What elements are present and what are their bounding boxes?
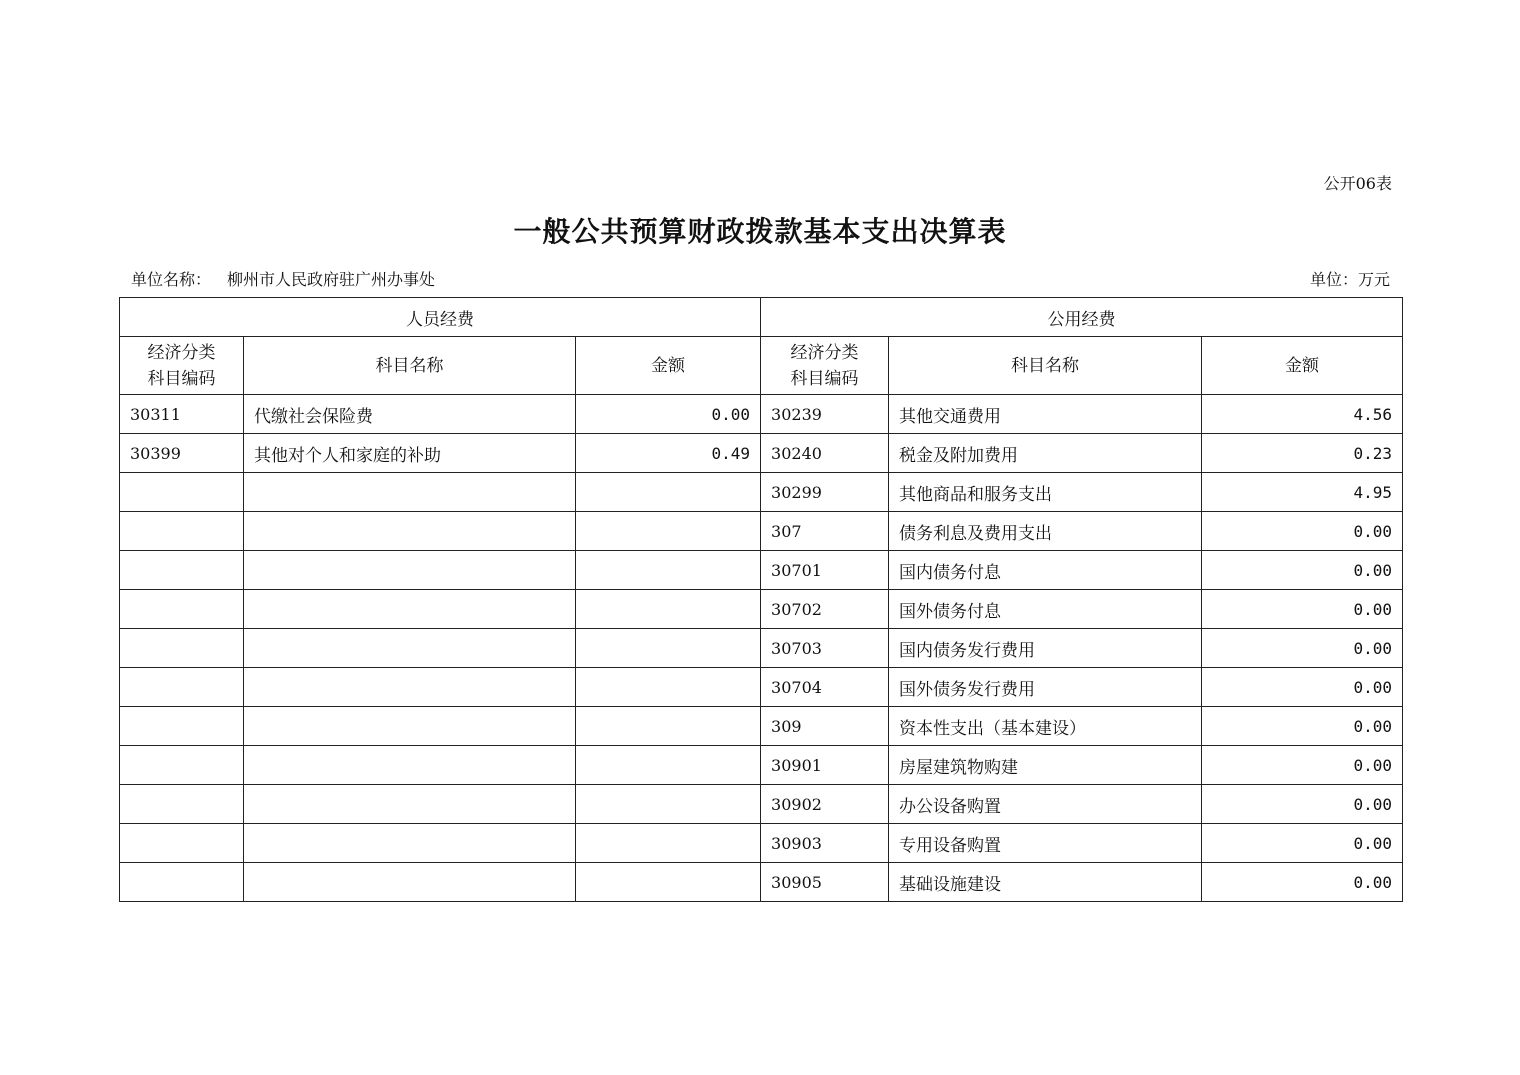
table-row (120, 551, 1403, 590)
public-name-cell: 国内债务付息 (889, 551, 1202, 590)
public-name-cell: 国外债务发行费用 (889, 668, 1202, 707)
public-code-cell: 30703 (761, 629, 889, 668)
public-code-cell: 30901 (761, 746, 889, 785)
public-code-cell: 30903 (761, 824, 889, 863)
public-name-cell: 资本性支出（基本建设） (889, 707, 1202, 746)
public-amount-cell: 0.00 (1202, 863, 1403, 902)
personnel-code-cell (120, 551, 244, 590)
personnel-amount-cell (576, 785, 761, 824)
public-name-cell: 办公设备购置 (889, 785, 1202, 824)
page-title: 一般公共预算财政拨款基本支出决算表 (513, 215, 1007, 248)
public-code-cell: 30239 (761, 395, 889, 434)
personnel-amount-cell (576, 590, 761, 629)
personnel-amount-cell (576, 629, 761, 668)
table-body (120, 395, 1403, 902)
public-amount-cell: 0.00 (1202, 746, 1403, 785)
col-header-name: 科目名称 (244, 337, 576, 395)
personnel-code-cell: 30311 (120, 395, 244, 434)
personnel-name-cell: 其他对个人和家庭的补助 (244, 434, 576, 473)
personnel-amount-cell (576, 551, 761, 590)
public-amount-cell: 0.00 (1202, 629, 1403, 668)
public-name-cell: 其他交通费用 (889, 395, 1202, 434)
public-amount-cell: 0.00 (1202, 785, 1403, 824)
public-name-cell: 专用设备购置 (889, 824, 1202, 863)
table-row (120, 395, 1403, 434)
col-header-amount: 金额 (1202, 337, 1403, 395)
personnel-amount-cell (576, 668, 761, 707)
personnel-code-cell (120, 863, 244, 902)
unit-name-line (131, 267, 435, 290)
personnel-amount-cell (576, 512, 761, 551)
personnel-code-cell (120, 512, 244, 551)
public-code-cell: 30702 (761, 590, 889, 629)
col-header-code (120, 337, 244, 395)
personnel-name-cell (244, 785, 576, 824)
public-code-cell: 30299 (761, 473, 889, 512)
personnel-name-cell (244, 629, 576, 668)
public-name-cell: 债务利息及费用支出 (889, 512, 1202, 551)
personnel-code-cell (120, 824, 244, 863)
table-row (120, 590, 1403, 629)
public-name-cell: 国外债务付息 (889, 590, 1202, 629)
personnel-code-cell (120, 473, 244, 512)
group-header-public: 公用经费 (761, 298, 1403, 337)
public-amount-cell: 4.95 (1202, 473, 1403, 512)
table-row (120, 824, 1403, 863)
personnel-amount-cell (576, 824, 761, 863)
table-row (120, 785, 1403, 824)
personnel-code-cell (120, 668, 244, 707)
public-code-cell: 30240 (761, 434, 889, 473)
table-row (120, 473, 1403, 512)
col-header-code (761, 337, 889, 395)
public-name-cell: 税金及附加费用 (889, 434, 1202, 473)
personnel-amount-cell: 0.00 (576, 395, 761, 434)
table-row (120, 512, 1403, 551)
personnel-code-cell (120, 746, 244, 785)
personnel-name-cell (244, 512, 576, 551)
table-row (120, 863, 1403, 902)
public-code-cell: 30902 (761, 785, 889, 824)
public-name-cell: 房屋建筑物购建 (889, 746, 1202, 785)
personnel-code-cell: 30399 (120, 434, 244, 473)
budget-table (119, 297, 1403, 902)
col-header-code-line1: 经济分类 (790, 342, 859, 363)
personnel-name-cell (244, 824, 576, 863)
table-row (120, 668, 1403, 707)
table-row (120, 629, 1403, 668)
unit-measure: 单位：万元 (1309, 270, 1390, 289)
table-row (120, 746, 1403, 785)
unit-name-value: 柳州市人民政府驻广州办事处 (227, 270, 436, 289)
personnel-name-cell (244, 551, 576, 590)
personnel-code-cell (120, 629, 244, 668)
public-code-cell: 30905 (761, 863, 889, 902)
public-amount-cell: 4.56 (1202, 395, 1403, 434)
public-amount-cell: 0.00 (1202, 512, 1403, 551)
personnel-amount-cell (576, 746, 761, 785)
form-number: 公开06表 (1323, 174, 1392, 193)
unit-name-label: 单位名称： (131, 270, 212, 289)
table-row (120, 707, 1403, 746)
personnel-amount-cell: 0.49 (576, 434, 761, 473)
personnel-code-cell (120, 590, 244, 629)
personnel-name-cell (244, 668, 576, 707)
public-amount-cell: 0.23 (1202, 434, 1403, 473)
group-header-personnel: 人员经费 (120, 298, 761, 337)
personnel-name-cell: 代缴社会保险费 (244, 395, 576, 434)
personnel-name-cell (244, 473, 576, 512)
col-header-code-line2: 科目编码 (147, 368, 216, 389)
public-name-cell: 基础设施建设 (889, 863, 1202, 902)
public-code-cell: 309 (761, 707, 889, 746)
personnel-code-cell (120, 785, 244, 824)
personnel-amount-cell (576, 473, 761, 512)
personnel-name-cell (244, 863, 576, 902)
personnel-name-cell (244, 746, 576, 785)
public-amount-cell: 0.00 (1202, 824, 1403, 863)
table-row (120, 434, 1403, 473)
col-header-amount: 金额 (576, 337, 761, 395)
public-code-cell: 30704 (761, 668, 889, 707)
public-name-cell: 其他商品和服务支出 (889, 473, 1202, 512)
group-header-row (120, 298, 1403, 337)
public-code-cell: 307 (761, 512, 889, 551)
public-amount-cell: 0.00 (1202, 590, 1403, 629)
public-code-cell: 30701 (761, 551, 889, 590)
personnel-code-cell (120, 707, 244, 746)
public-amount-cell: 0.00 (1202, 668, 1403, 707)
personnel-name-cell (244, 590, 576, 629)
personnel-amount-cell (576, 707, 761, 746)
column-header-row (120, 337, 1403, 395)
col-header-name: 科目名称 (889, 337, 1202, 395)
public-amount-cell: 0.00 (1202, 551, 1403, 590)
personnel-amount-cell (576, 863, 761, 902)
col-header-code-line2: 科目编码 (790, 368, 859, 389)
personnel-name-cell (244, 707, 576, 746)
public-amount-cell: 0.00 (1202, 707, 1403, 746)
col-header-code-line1: 经济分类 (147, 342, 216, 363)
public-name-cell: 国内债务发行费用 (889, 629, 1202, 668)
